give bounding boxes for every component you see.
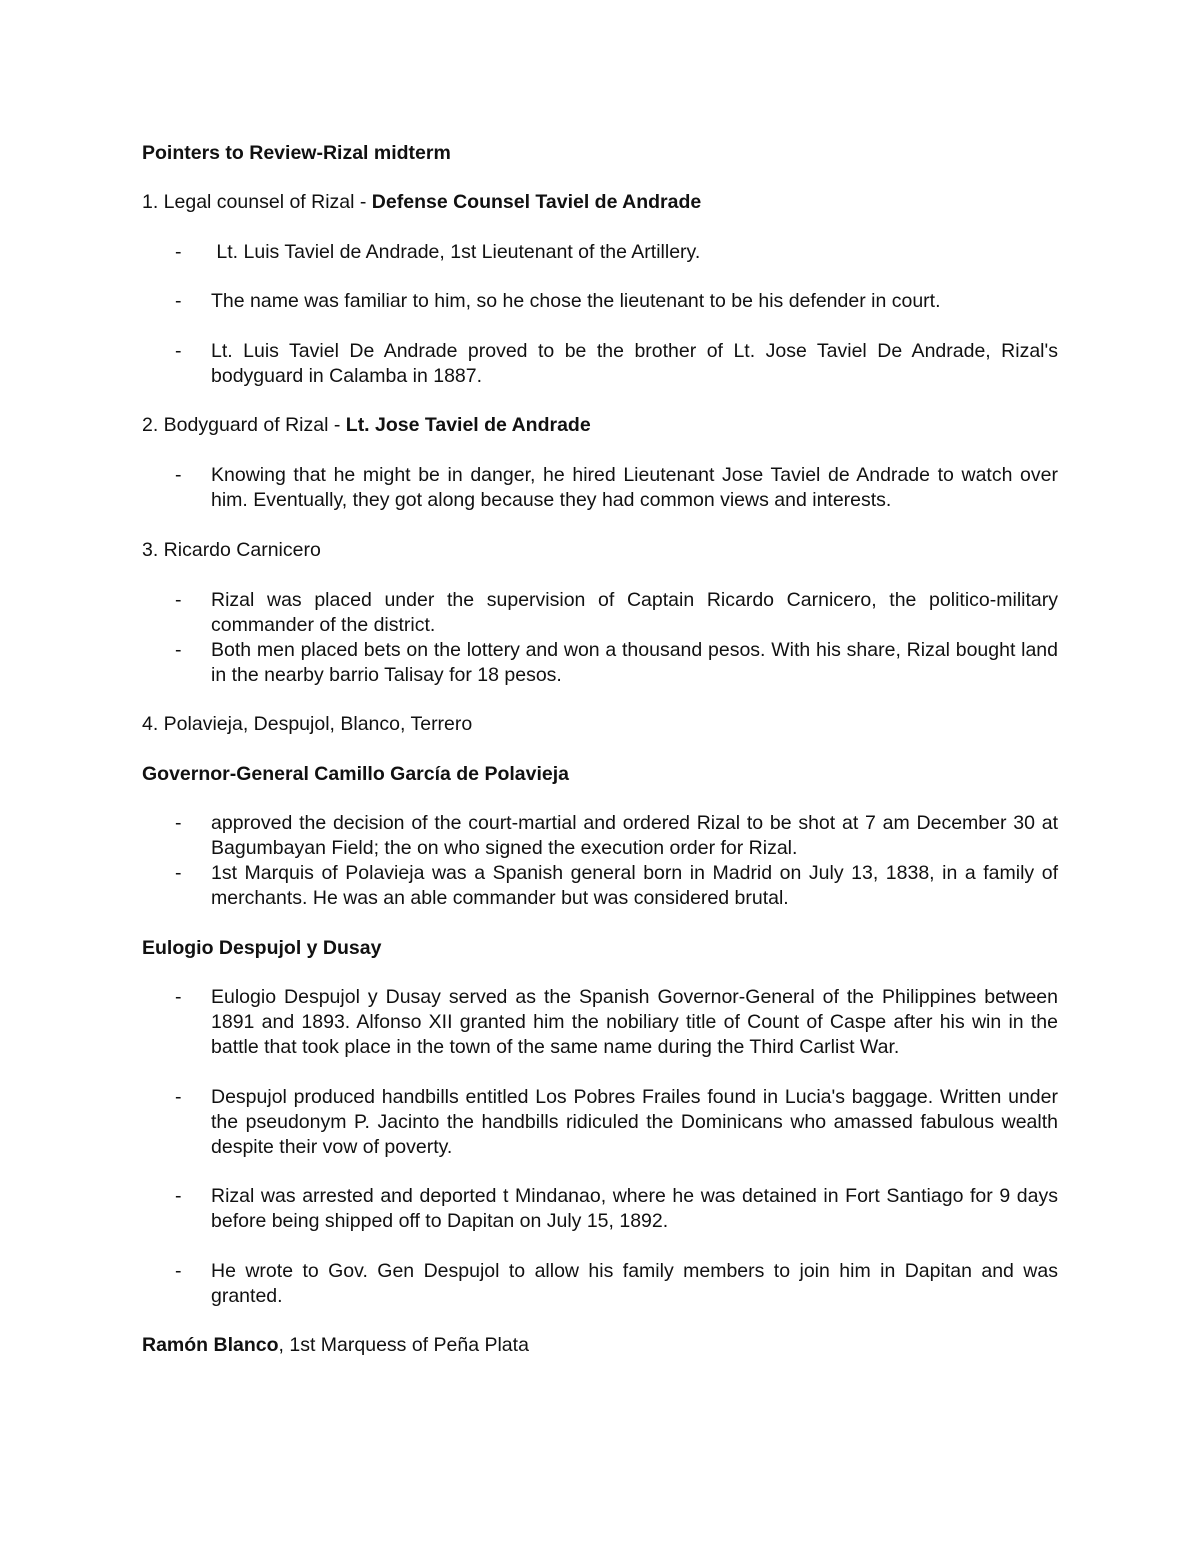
- section-2-bold: Lt. Jose Taviel de Andrade: [345, 414, 591, 436]
- polavieja-bullets: [142, 811, 1058, 911]
- polavieja-heading: Governor-General Camillo García de Polavieja: [142, 763, 570, 785]
- section-1-prefix: 1. Legal counsel of Rizal -: [142, 191, 372, 213]
- list-item: - Both men placed bets on the lottery and won a thousand pesos. With his share, Rizal bought land in the nearby barrio Talisay for 18 pesos.: [175, 639, 1058, 686]
- list-item: - approved the decision of the court-martial and ordered Rizal to be shot at 7 am December 30 at Bagumbayan Field; the on who signed the execution order for Rizal.: [175, 812, 1058, 859]
- list-item: - 1st Marquis of Polavieja was a Spanish general born in Madrid on July 13, 1838, in a family of merchants. He was an able commander but was considered brutal.: [175, 862, 1058, 909]
- section-3-bullets: [142, 588, 1058, 688]
- section-2-heading: [142, 413, 1058, 438]
- bullet-dash: -: [175, 290, 182, 312]
- list-item: - Rizal was placed under the supervision of Captain Ricardo Carnicero, the politico-military commander of the district.: [175, 589, 1058, 636]
- bullet-dash: -: [175, 241, 182, 263]
- section-4-heading: 4. Polavieja, Despujol, Blanco, Terrero: [142, 713, 473, 735]
- list-item: - Knowing that he might be in danger, he hired Lieutenant Jose Taviel de Andrade to watch over him. Eventually, they got along because they had common views and interests.: [175, 464, 1058, 511]
- despujol-heading: Eulogio Despujol y Dusay: [142, 937, 382, 959]
- section-1-bullets: [142, 240, 1058, 389]
- bullet-dash: -: [175, 464, 182, 486]
- blanco-title: , 1st Marquess of Peña Plata: [278, 1334, 529, 1356]
- blanco-heading: [142, 1333, 1058, 1358]
- bullet-dash: -: [175, 986, 182, 1008]
- bullet-dash: -: [175, 639, 182, 661]
- list-item: - The name was familiar to him, so he chose the lieutenant to be his defender in court.: [175, 290, 941, 312]
- blanco-name: Ramón Blanco: [142, 1334, 279, 1356]
- bullet-dash: -: [175, 589, 182, 611]
- section-2-bullets: [142, 463, 1058, 513]
- bullet-dash: -: [175, 812, 182, 834]
- bullet-dash: -: [175, 340, 182, 362]
- list-item: - Lt. Luis Taviel De Andrade proved to be the brother of Lt. Jose Taviel De Andrade, Rizal's bodyguard in Calamba in 1887.: [175, 340, 1058, 387]
- section-1-bold: Defense Counsel Taviel de Andrade: [371, 191, 702, 213]
- bullet-dash: -: [175, 1086, 182, 1108]
- list-item: - Rizal was arrested and deported t Mindanao, where he was detained in Fort Santiago for 9 days before being shipped off to Dapitan on July 15, 1892.: [175, 1185, 1058, 1232]
- list-item: - Despujol produced handbills entitled Los Pobres Frailes found in Lucia's baggage. Written under the pseudonym P. Jacinto the handbills ridiculed the Dominicans who amassed fabulous wealth despite their vow of poverty.: [175, 1086, 1058, 1158]
- bullet-dash: -: [175, 1260, 182, 1282]
- document-page: [142, 141, 1058, 1358]
- section-2-prefix: 2. Bodyguard of Rizal -: [142, 414, 346, 436]
- bullet-dash: -: [175, 862, 182, 884]
- bullet-dash: -: [175, 1185, 182, 1207]
- document-title: Pointers to Review-Rizal midterm: [142, 142, 451, 164]
- list-item: - Lt. Luis Taviel de Andrade, 1st Lieutenant of the Artillery.: [175, 241, 701, 263]
- list-item: - He wrote to Gov. Gen Despujol to allow his family members to join him in Dapitan and was granted.: [175, 1260, 1058, 1307]
- list-item: - Eulogio Despujol y Dusay served as the Spanish Governor-General of the Philippines between 1891 and 1893. Alfonso XII granted him the nobiliary title of Count of Caspe after his win in the battle that took place in the town of the same name during the Third Carlist War.: [175, 986, 1058, 1058]
- section-1-heading: [142, 190, 1058, 215]
- despujol-bullets: [142, 985, 1058, 1309]
- section-3-heading: 3. Ricardo Carnicero: [142, 539, 321, 561]
